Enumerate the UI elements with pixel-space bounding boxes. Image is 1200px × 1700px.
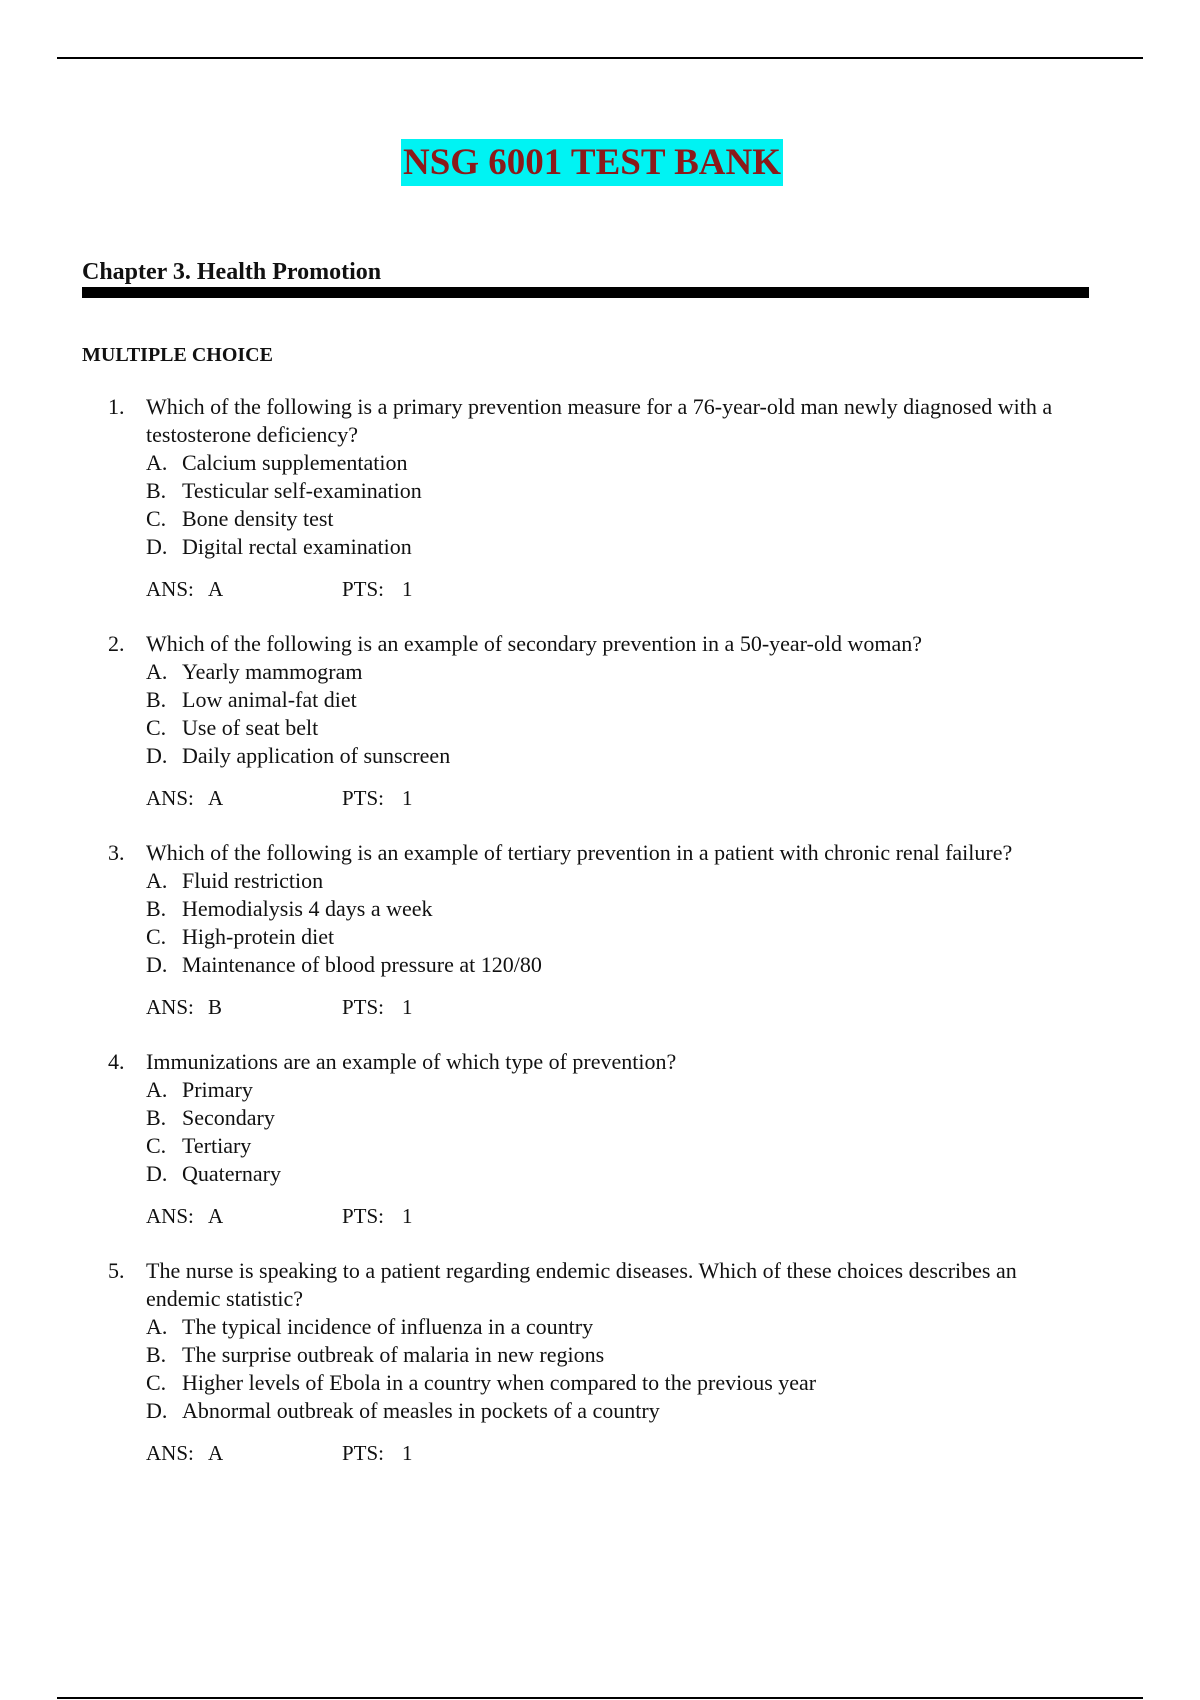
choice-letter: B. — [146, 1105, 167, 1130]
choice-item — [0, 505, 1200, 533]
choice-item — [0, 742, 1200, 770]
question-text: Which of the following is a primary prevention measure for a 76-year-old man newly diagnosed with a testosterone deficiency? — [146, 394, 1053, 447]
choice-text: Secondary — [182, 1105, 275, 1130]
chapter-underline-bar — [82, 287, 1089, 298]
question-item — [0, 630, 1200, 812]
question-number: 5. — [108, 1258, 125, 1283]
choice-letter: D. — [146, 743, 168, 768]
choice-item — [0, 951, 1200, 979]
choice-item — [0, 714, 1200, 742]
points-label: PTS: — [342, 786, 385, 810]
answer-row — [0, 784, 1200, 812]
choice-item — [0, 895, 1200, 923]
choice-text: Quaternary — [182, 1161, 281, 1186]
title-block — [0, 139, 1184, 186]
choice-text: Testicular self-examination — [182, 478, 422, 503]
question-number: 3. — [108, 840, 125, 865]
choice-item — [0, 1369, 1200, 1397]
choice-letter: C. — [146, 1133, 167, 1158]
choice-text: The surprise outbreak of malaria in new regions — [182, 1342, 605, 1367]
choice-text: Primary — [182, 1077, 253, 1102]
points-label: PTS: — [342, 577, 385, 601]
points-value: 1 — [402, 1204, 413, 1228]
answer-row — [0, 575, 1200, 603]
question-item — [0, 1257, 1200, 1467]
document-title: NSG 6001 TEST BANK — [401, 139, 783, 186]
answer-row — [0, 1202, 1200, 1230]
choice-item — [0, 867, 1200, 895]
choice-letter: C. — [146, 715, 167, 740]
choice-text: Daily application of sunscreen — [182, 743, 451, 768]
choice-text: High-protein diet — [182, 924, 335, 949]
answer-value: B — [208, 995, 223, 1019]
question-item — [0, 1048, 1200, 1230]
answer-value: A — [208, 1204, 224, 1228]
answer-label: ANS: — [146, 1204, 194, 1228]
question-list — [0, 393, 1200, 1494]
choice-letter: C. — [146, 506, 167, 531]
answer-row — [0, 1439, 1200, 1467]
points-label: PTS: — [342, 1204, 385, 1228]
question-text: Which of the following is an example of tertiary prevention in a patient with chronic renal failure? — [146, 840, 1013, 865]
choice-item — [0, 477, 1200, 505]
question-text: Which of the following is an example of secondary prevention in a 50-year-old woman? — [146, 631, 923, 656]
points-value: 1 — [402, 995, 413, 1019]
points-value: 1 — [402, 577, 413, 601]
question-item — [0, 393, 1200, 603]
answer-label: ANS: — [146, 577, 194, 601]
section-heading: MULTIPLE CHOICE — [82, 344, 273, 366]
choice-item — [0, 1160, 1200, 1188]
points-value: 1 — [402, 786, 413, 810]
choice-text: Bone density test — [182, 506, 334, 531]
choice-item — [0, 533, 1200, 561]
choice-item — [0, 1341, 1200, 1369]
choice-text: Low animal-fat diet — [182, 687, 357, 712]
choice-text: Hemodialysis 4 days a week — [182, 896, 433, 921]
choice-text: Abnormal outbreak of measles in pockets of a country — [182, 1398, 660, 1423]
question-number: 1. — [108, 394, 125, 419]
choice-text: Calcium supplementation — [182, 450, 408, 475]
chapter-heading: Chapter 3. Health Promotion — [82, 259, 382, 285]
answer-label: ANS: — [146, 995, 194, 1019]
choice-text: Digital rectal examination — [182, 534, 412, 559]
choice-item — [0, 449, 1200, 477]
choice-letter: A. — [146, 868, 168, 893]
choice-text: The typical incidence of influenza in a country — [182, 1314, 594, 1339]
choice-item — [0, 658, 1200, 686]
choice-letter: B. — [146, 1342, 167, 1367]
choice-item — [0, 1104, 1200, 1132]
answer-label: ANS: — [146, 1441, 194, 1465]
choice-letter: A. — [146, 1314, 168, 1339]
choice-letter: B. — [146, 687, 167, 712]
choice-item — [0, 1076, 1200, 1104]
question-number: 2. — [108, 631, 125, 656]
choice-letter: C. — [146, 1370, 167, 1395]
question-text: The nurse is speaking to a patient regarding endemic diseases. Which of these choices describes an endemic statistic? — [146, 1258, 1017, 1311]
points-value: 1 — [402, 1441, 413, 1465]
choice-text: Higher levels of Ebola in a country when compared to the previous year — [182, 1370, 817, 1395]
choice-text: Fluid restriction — [182, 868, 324, 893]
choice-letter: D. — [146, 1398, 168, 1423]
choice-letter: D. — [146, 952, 168, 977]
points-label: PTS: — [342, 995, 385, 1019]
choice-letter: B. — [146, 478, 167, 503]
answer-value: A — [208, 1441, 224, 1465]
choice-letter: A. — [146, 1077, 168, 1102]
points-label: PTS: — [342, 1441, 385, 1465]
choice-letter: B. — [146, 896, 167, 921]
top-rule — [57, 57, 1143, 59]
choice-item — [0, 686, 1200, 714]
choice-letter: D. — [146, 1161, 168, 1186]
bottom-rule — [57, 1697, 1143, 1699]
choice-letter: C. — [146, 924, 167, 949]
answer-label: ANS: — [146, 786, 194, 810]
answer-row — [0, 993, 1200, 1021]
choice-letter: A. — [146, 659, 168, 684]
choice-text: Yearly mammogram — [182, 659, 363, 684]
choice-item — [0, 1313, 1200, 1341]
choice-text: Use of seat belt — [182, 715, 319, 740]
question-item — [0, 839, 1200, 1021]
choice-letter: A. — [146, 450, 168, 475]
choice-item — [0, 1397, 1200, 1425]
question-text: Immunizations are an example of which type of prevention? — [146, 1049, 677, 1074]
answer-value: A — [208, 786, 224, 810]
answer-value: A — [208, 577, 224, 601]
choice-letter: D. — [146, 534, 168, 559]
question-number: 4. — [108, 1049, 125, 1074]
choice-item — [0, 1132, 1200, 1160]
choice-text: Tertiary — [182, 1133, 252, 1158]
choice-text: Maintenance of blood pressure at 120/80 — [182, 952, 542, 977]
choice-item — [0, 923, 1200, 951]
